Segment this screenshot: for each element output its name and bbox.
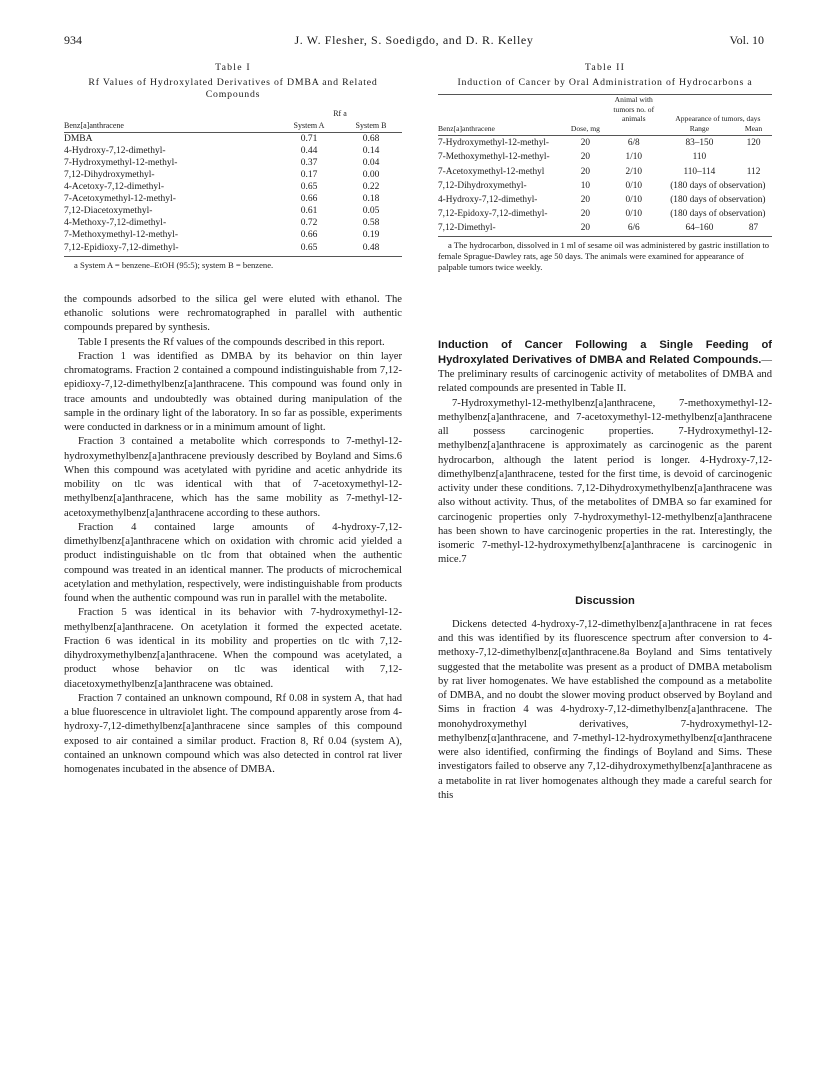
table1-cell-b: 0.22 — [362, 182, 380, 193]
body-paragraph: Table I presents the Rf values of the compounds described in this report. — [78, 336, 385, 348]
table2-cell-range: 83–150 — [685, 138, 714, 149]
table1-cell-compound: 7-Hydroxymethyl-12-methyl- — [64, 157, 178, 168]
table2-cell-mean: 112 — [746, 166, 761, 177]
table2-cell-mean: 87 — [735, 221, 772, 237]
table1-cell-a: 0.71 — [300, 133, 318, 144]
table-row — [64, 132, 402, 145]
table2-cell-compound: 7,12-Epidoxy-7,12-dimethyl- — [438, 208, 548, 219]
table2-cell-compound: 7-Acetoxymethyl-12-methyl — [438, 166, 545, 177]
table2-col-mean: Mean — [735, 124, 772, 136]
running-authors: J. W. Flesher, S. Soedigdo, and D. R. Kelley — [294, 33, 534, 47]
table2-cell-range: (180 days of observation) — [670, 194, 766, 205]
table2-cell-compound: 7,12-Dimethyl- — [438, 221, 567, 237]
table2-cell-dose: 10 — [580, 180, 591, 191]
table1-col-a: System A — [278, 120, 340, 133]
induction-heading-tail: —The preliminary results of carcinogenic activity of metabolites of DMBA and related compounds are presented in Table II. — [438, 354, 772, 395]
table2-cell-dose: 20 — [580, 138, 591, 149]
table1-cell-compound: 7,12-Epidioxy-7,12-dimethyl- — [64, 242, 278, 257]
table2-cell-dose: 20 — [567, 221, 604, 237]
table2-cell-compound: 7,12-Dihydroxymethyl- — [438, 180, 527, 191]
body-paragraph: Fraction 3 contained a metabolite which corresponds to 7-methyl-12-hydroxymethylbenz[a]anthracene previously described by Boyland and Sims.6 When this compound was acetylated with pyridine and acetic anhydride its mobility on tlc was identical with that of 7-acetoxymethyl-12-methylbenz[a]anthracene, which has the same mobility as 7-methyl-12-acetoxymethylbenz[a]anthracene according to these authors. — [64, 436, 402, 519]
table2-col-dose: Dose, mg — [567, 124, 604, 136]
table-row — [64, 181, 402, 193]
body-paragraph: the compounds adsorbed to the silica gel were eluted with ethanol. The ethanolic solutions were rechromatographed in parallel with authentic compounds prepared by synthesis. — [64, 293, 402, 334]
right-column — [438, 62, 772, 803]
table2-cell-mean: 120 — [746, 138, 761, 149]
table-row — [64, 157, 402, 169]
table2-footnote: a The hydrocarbon, dissolved in 1 ml of sesame oil was administered by gastric instillation to female Sprague-Dawley rats, age 50 days. The animals were examined for appearance of palpable tumors twice weekly. — [438, 240, 770, 273]
table2-cell-range: 110 — [692, 152, 707, 163]
table-row — [64, 145, 402, 157]
table2-number: Table II — [584, 62, 626, 73]
table-row — [438, 193, 772, 207]
table1-cell-a: 0.37 — [300, 157, 318, 168]
table2-cell-dose: 20 — [580, 194, 591, 205]
table2-caption — [438, 62, 772, 89]
table-row — [64, 193, 402, 205]
table1-cell-a: 0.66 — [300, 194, 318, 205]
left-column — [64, 62, 402, 777]
body-paragraph: Fraction 4 contained large amounts of 4-hydroxy-7,12-dimethylbenz[a]anthracene which on oxidation with chromic acid yielded a product indistinguishable on tlc from that obtained when the authentic compound was treated in an identical manner. The products of microchemical acetylation and methylation, respectively, were indistinguishable from products found when the authentic compound was run in parallel with the metabolite. — [64, 521, 402, 605]
table1-cell-compound: 7-Methoxymethyl-12-methyl- — [64, 230, 178, 241]
table1-cell-compound: 7,12-Diacetoxymethyl- — [64, 206, 153, 217]
table2-cell-animals: 0/10 — [625, 180, 643, 191]
table1-cell-a: 0.65 — [278, 242, 340, 257]
induction-heading: Induction of Cancer Following a Single Feeding of Hydroxylated Derivatives of DMBA and Related Compounds. — [438, 338, 772, 366]
table1-col-b: System B — [340, 120, 402, 133]
table2-cell-dose: 20 — [580, 152, 591, 163]
table1-caption — [64, 62, 402, 102]
table1-cell-a: 0.17 — [300, 169, 318, 180]
table-row — [438, 221, 772, 237]
table1-rf-header: Rf a — [333, 108, 347, 118]
table-row — [64, 217, 402, 229]
table-row — [64, 205, 402, 217]
induction-paragraph — [438, 338, 772, 397]
table-row — [438, 179, 772, 193]
table2-title: Induction of Cancer by Oral Administration of Hydrocarbons a — [457, 76, 753, 88]
table2-col-range: Range — [664, 124, 735, 136]
table1-cell-b: 0.48 — [340, 242, 402, 257]
table1-cell-b: 0.00 — [362, 169, 380, 180]
table2-cell-animals: 6/8 — [627, 138, 640, 149]
table1 — [64, 108, 402, 257]
table1-cell-compound: 7,12-Dihydroxymethyl- — [64, 169, 155, 180]
table1-cell-b: 0.19 — [362, 230, 380, 241]
table2-cell-dose: 20 — [580, 166, 591, 177]
table1-cell-compound: 4-Acetoxy-7,12-dimethyl- — [64, 182, 164, 193]
discussion-heading: Discussion — [575, 594, 635, 607]
table2-cell-compound: 4-Hydroxy-7,12-dimethyl- — [438, 194, 538, 205]
table1-cell-b: 0.68 — [362, 133, 380, 144]
table1-cell-compound: DMBA — [64, 133, 93, 144]
table2-cell-mean — [735, 150, 772, 164]
table2-cell-compound: 7-Hydroxymethyl-12-methyl- — [438, 138, 550, 149]
table2 — [438, 94, 772, 237]
table1-cell-b: 0.18 — [362, 194, 380, 205]
table1-title: Rf Values of Hydroxylated Derivatives of DMBA and Related Compounds — [88, 76, 378, 100]
table1-col-compound: Benz[a]anthracene — [64, 120, 278, 133]
discussion-body: Dickens detected 4-hydroxy-7,12-dimethylbenz[a]anthracene in rat feces and this was identified by its fluorescence spectrum after conversion to 4-methoxy-7,12-dimethylbenz[α]anthracene.8a Boyland and Sims tentatively suggested that the metabolite was present as a product of DMBA metabolism by rat liver homogenates. We have established the compound as a metabolite of DMBA, and no doubt the slower moving product observed by Boyland and Sims in fraction 4 was 4-hydroxy-7,12-dimethylbenz[a]anthracene. The monohydroxymethyl derivatives, 7-hydroxymethyl-12-methylbenz[α]anthracene, and 7-methyl-12-hydroxymethylbenz[α]anthracene were also identified, confirming the findings of Boyland and Sims. These investigators failed to observe any 7,12-dihydroxymethylbenz[a]anthracene as a metabolite in rat liver homogenates although they made a careful search for this — [438, 618, 772, 801]
table2-cell-animals: 2/10 — [625, 166, 643, 177]
table2-cell-compound: 7-Methoxymethyl-12-methyl- — [438, 152, 550, 163]
table2-cell-range: (180 days of observation) — [670, 180, 766, 191]
table1-cell-a: 0.61 — [300, 206, 318, 217]
table1-cell-b: 0.05 — [362, 206, 380, 217]
table-row — [438, 207, 772, 221]
table1-cell-b: 0.14 — [362, 145, 380, 156]
table1-footnote: a System A = benzene–EtOH (95:5); system B = benzene. — [74, 259, 274, 270]
table-row — [438, 150, 772, 164]
table-row — [438, 136, 772, 151]
body-paragraph: Fraction 7 contained an unknown compound, Rf 0.08 in system A, that had a blue fluorescence in ultraviolet light. The compound apparently arose from 4-hydroxy-7,12-dimethylbenz[a]anthracene since samples of this compound exposed to air contained a similar product. Fraction 8, Rf 0.04 (system A), contained an unknown compound which was also detected in control rat liver homogenates incubated in the absence of DMBA. — [64, 692, 402, 776]
table1-cell-a: 0.66 — [300, 230, 318, 241]
induction-body: 7-Hydroxymethyl-12-methylbenz[a]anthracene, 7-methoxymethyl-12-methylbenz[a]anthracene, and 7-acetoxymethyl-12-methylbenz[a]anthracene all possess carcinogenic properties. 7-Hydroxymethyl-12-methylbenz[a]anthracene is approximately as carcinogenic as the parent hydrocarbon, although the latent period is longer. 4-Hydroxy-7,12-dimethylbenz[a]anthracene, tested for the first time, is devoid of carcinogenic activity under these conditions. 7,12-Dihydroxymethylbenz[a]anthracene was also without activity. Thus, of the metabolites of DMBA so far examined for carcinogenic properties only 7-hydroxymethyl-12-methylbenz[a]anthracene has been shown to have carcinogenic properties in the rat. Interestingly, the isomeric 7-methyl-12-hydroxymethylbenz[a]anthracene is carcinogenic in mice.7 — [438, 397, 772, 566]
table-row — [64, 242, 402, 257]
body-paragraph: Fraction 5 was identical in its behavior with 7-hydroxymethyl-12-methylbenz[a]anthracene. On acetylation it formed the expected acetate. Fraction 6 was identical in its mobility and properties on tlc with 7,12-dihydroxymethylbenz[a]anthracene. When the compound was acetylated, a product whose behavior on tlc was identical with 7,12-diacetoxymethylbenz[a]anthracene was obtained. — [64, 607, 402, 690]
table1-cell-a: 0.44 — [300, 145, 318, 156]
table1-cell-a: 0.72 — [300, 218, 318, 229]
table1-cell-b: 0.04 — [362, 157, 380, 168]
volume-label: Vol. 10 — [729, 33, 764, 47]
table2-cell-range: 110–114 — [683, 166, 716, 177]
table2-col-compound: Benz[a]anthracene — [438, 124, 567, 136]
table2-cell-animals: 1/10 — [625, 152, 643, 163]
table2-col-appearance: Appearance of tumors, days — [664, 95, 772, 124]
table1-cell-compound: 7-Acetoxymethyl-12-methyl- — [64, 194, 176, 205]
table2-cell-animals: 0/10 — [625, 194, 643, 205]
table1-cell-compound: 4-Hydroxy-7,12-dimethyl- — [64, 145, 166, 156]
table-row — [64, 229, 402, 241]
table1-cell-a: 0.65 — [300, 182, 318, 193]
table2-cell-dose: 20 — [580, 208, 591, 219]
table2-cell-range: (180 days of observation) — [670, 208, 766, 219]
table2-cell-animals: 6/6 — [604, 221, 664, 237]
body-paragraph: Fraction 1 was identified as DMBA by its behavior on thin layer chromatograms. Fraction 2 contained a compound indistinguishable from 7,12-epidioxy-7,12-dimethylbenz[a]anthracene. This compound was found only in trace amounts and undoubtedly was obtained during manipulation of the sample in the ordinary light of the laboratory. In so far as possible, experiments were conducted in darkness or in a minimum amount of light. — [64, 350, 402, 434]
table-row — [64, 169, 402, 181]
page-number: 934 — [64, 33, 82, 47]
table2-col-animals: Animal with tumors no. of animals — [604, 95, 664, 124]
table2-cell-animals: 0/10 — [625, 208, 643, 219]
table1-cell-b: 0.58 — [362, 218, 380, 229]
table-row — [438, 165, 772, 179]
table2-cell-range: 64–160 — [664, 221, 735, 237]
table1-number: Table I — [215, 62, 251, 73]
table1-cell-compound: 4-Methoxy-7,12-dimethyl- — [64, 218, 167, 229]
running-header — [64, 33, 764, 49]
